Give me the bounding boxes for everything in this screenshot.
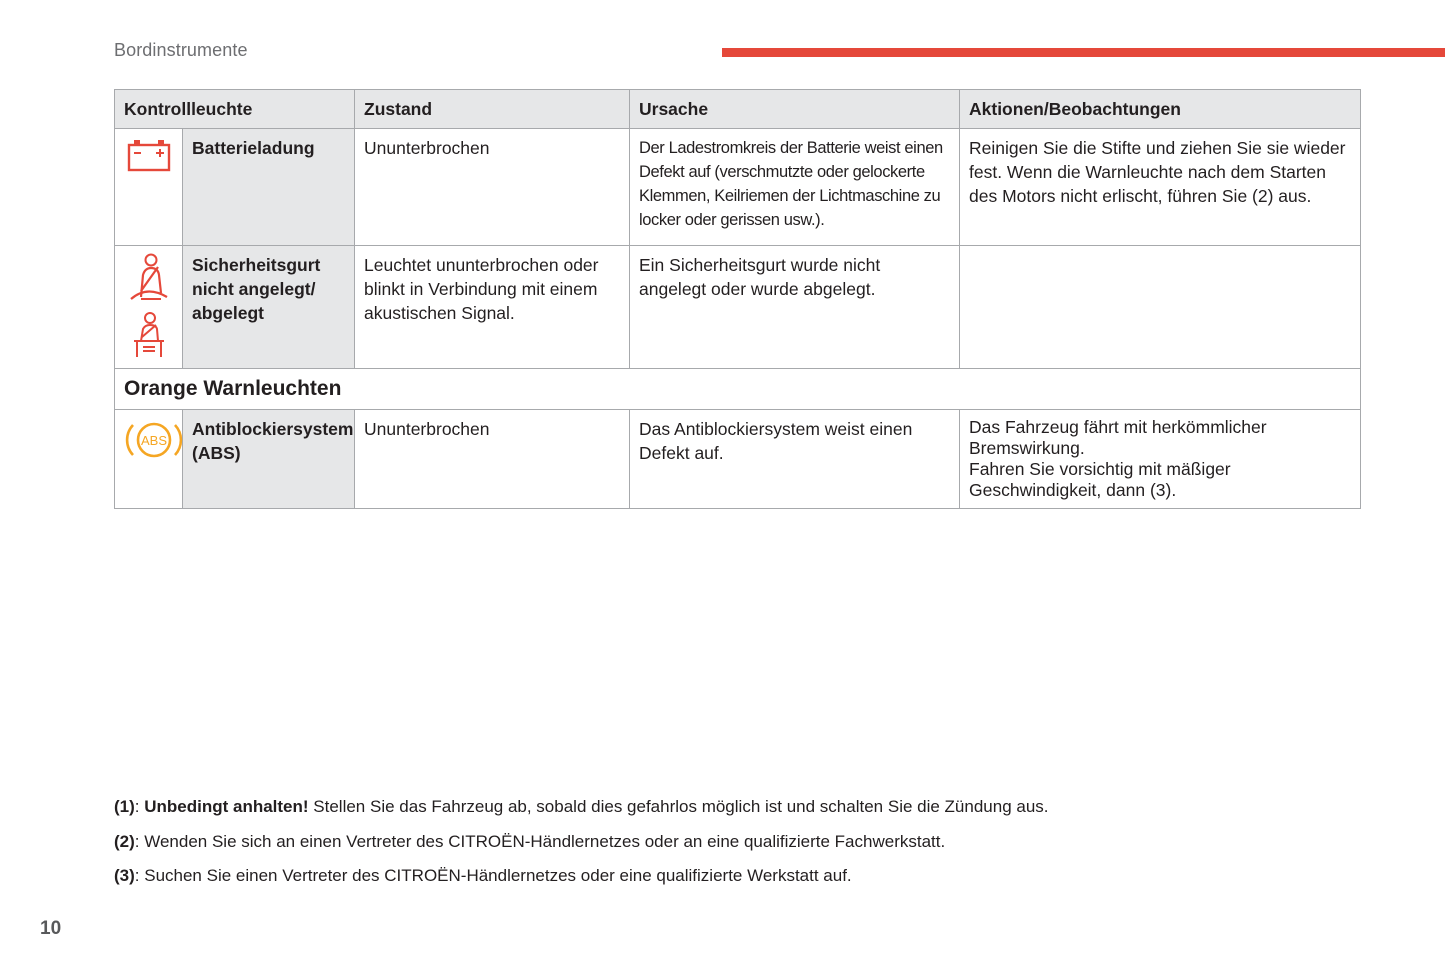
action-line: Fahren Sie vorsichtig mit mäßiger Geschwindigkeit, dann (3). bbox=[969, 459, 1231, 500]
abs-icon-label: ABS bbox=[140, 433, 168, 448]
group-heading-row bbox=[115, 369, 1361, 410]
light-cause: Der Ladestromkreis der Batterie weist einen Defekt auf (verschmutzte oder gelockerte Klemmen, Keilriemen der Lichtmaschine zu locker oder gerissen usw.). bbox=[630, 129, 960, 246]
footnote-1: (1): Unbedingt anhalten! Stellen Sie das Fahrzeug ab, sobald dies gefahrlos möglich ist und schalten Sie die Zündung aus. bbox=[114, 797, 1049, 816]
light-cause: Ein Sicherheitsgurt wurde nicht angelegt oder wurde abgelegt. bbox=[630, 246, 960, 369]
group-heading-orange: Orange Warnleuchten bbox=[115, 369, 1361, 410]
table-row bbox=[115, 246, 1361, 369]
battery-icon bbox=[125, 136, 173, 176]
column-header-aktionen: Aktionen/Beobachtungen bbox=[960, 90, 1361, 129]
footnote-marker: (3) bbox=[114, 866, 135, 885]
column-header-kontrollleuchte: Kontrollleuchte bbox=[115, 90, 355, 129]
footnote-emphasis: Unbedingt anhalten! bbox=[144, 797, 309, 816]
light-state: Ununterbrochen bbox=[355, 410, 630, 509]
section-title: Bordinstrumente bbox=[114, 40, 248, 60]
light-name: Sicherheitsgurt nicht angelegt/ abgelegt bbox=[183, 246, 355, 369]
footnote-2: (2): Wenden Sie sich an einen Vertreter des CITROËN-Händlernetzes oder an eine qualifizierte Fachwerkstatt. bbox=[114, 831, 946, 851]
light-cause: Das Antiblockiersystem weist einen Defekt auf. bbox=[630, 410, 960, 509]
table-header-row bbox=[115, 90, 1361, 129]
icon-cell bbox=[115, 246, 183, 369]
footnote-3: (3): Suchen Sie einen Vertreter des CITROËN-Händlernetzes oder eine qualifizierte Werkstatt auf. bbox=[114, 866, 852, 885]
footnote-text: Wenden Sie sich an einen Vertreter des CITROËN-Händlernetzes oder an eine qualifizierte Fachwerkstatt. bbox=[144, 831, 946, 851]
footnote-text: Suchen Sie einen Vertreter des CITROËN-Händlernetzes oder eine qualifizierte Werkstatt auf. bbox=[144, 866, 852, 885]
icon-cell bbox=[115, 129, 183, 246]
footnote-text: Stellen Sie das Fahrzeug ab, sobald dies gefahrlos möglich ist und schalten Sie die Zündung aus. bbox=[308, 797, 1049, 816]
footnote-marker: (2) bbox=[114, 831, 135, 851]
abs-icon bbox=[124, 417, 184, 463]
icon-cell bbox=[115, 410, 183, 509]
seatbelt-icon bbox=[127, 253, 171, 305]
light-action bbox=[960, 246, 1361, 369]
warning-lights-table bbox=[114, 89, 1361, 509]
rear-seatbelt-icon bbox=[131, 311, 167, 361]
light-action bbox=[960, 410, 1361, 509]
light-action: Reinigen Sie die Stifte und ziehen Sie sie wieder fest. Wenn die Warnleuchte nach dem Starten des Motors nicht erlischt, führen Sie (2) aus. bbox=[960, 129, 1361, 246]
light-state: Leuchtet ununterbrochen oder blinkt in Verbindung mit einem akustischen Signal. bbox=[355, 246, 630, 369]
table-row bbox=[115, 410, 1361, 509]
table-row bbox=[115, 129, 1361, 246]
light-name: Antiblockiersystem (ABS) bbox=[183, 410, 355, 509]
column-header-zustand: Zustand bbox=[355, 90, 630, 129]
page-number: 10 bbox=[40, 918, 62, 939]
footnotes bbox=[114, 797, 1049, 901]
footnote-marker: (1) bbox=[114, 797, 135, 816]
action-line: Das Fahrzeug fährt mit herkömmlicher Bremswirkung. bbox=[969, 417, 1267, 458]
light-name: Batterieladung bbox=[183, 129, 355, 246]
header-accent-bar bbox=[722, 48, 1445, 57]
column-header-ursache: Ursache bbox=[630, 90, 960, 129]
light-state: Ununterbrochen bbox=[355, 129, 630, 246]
